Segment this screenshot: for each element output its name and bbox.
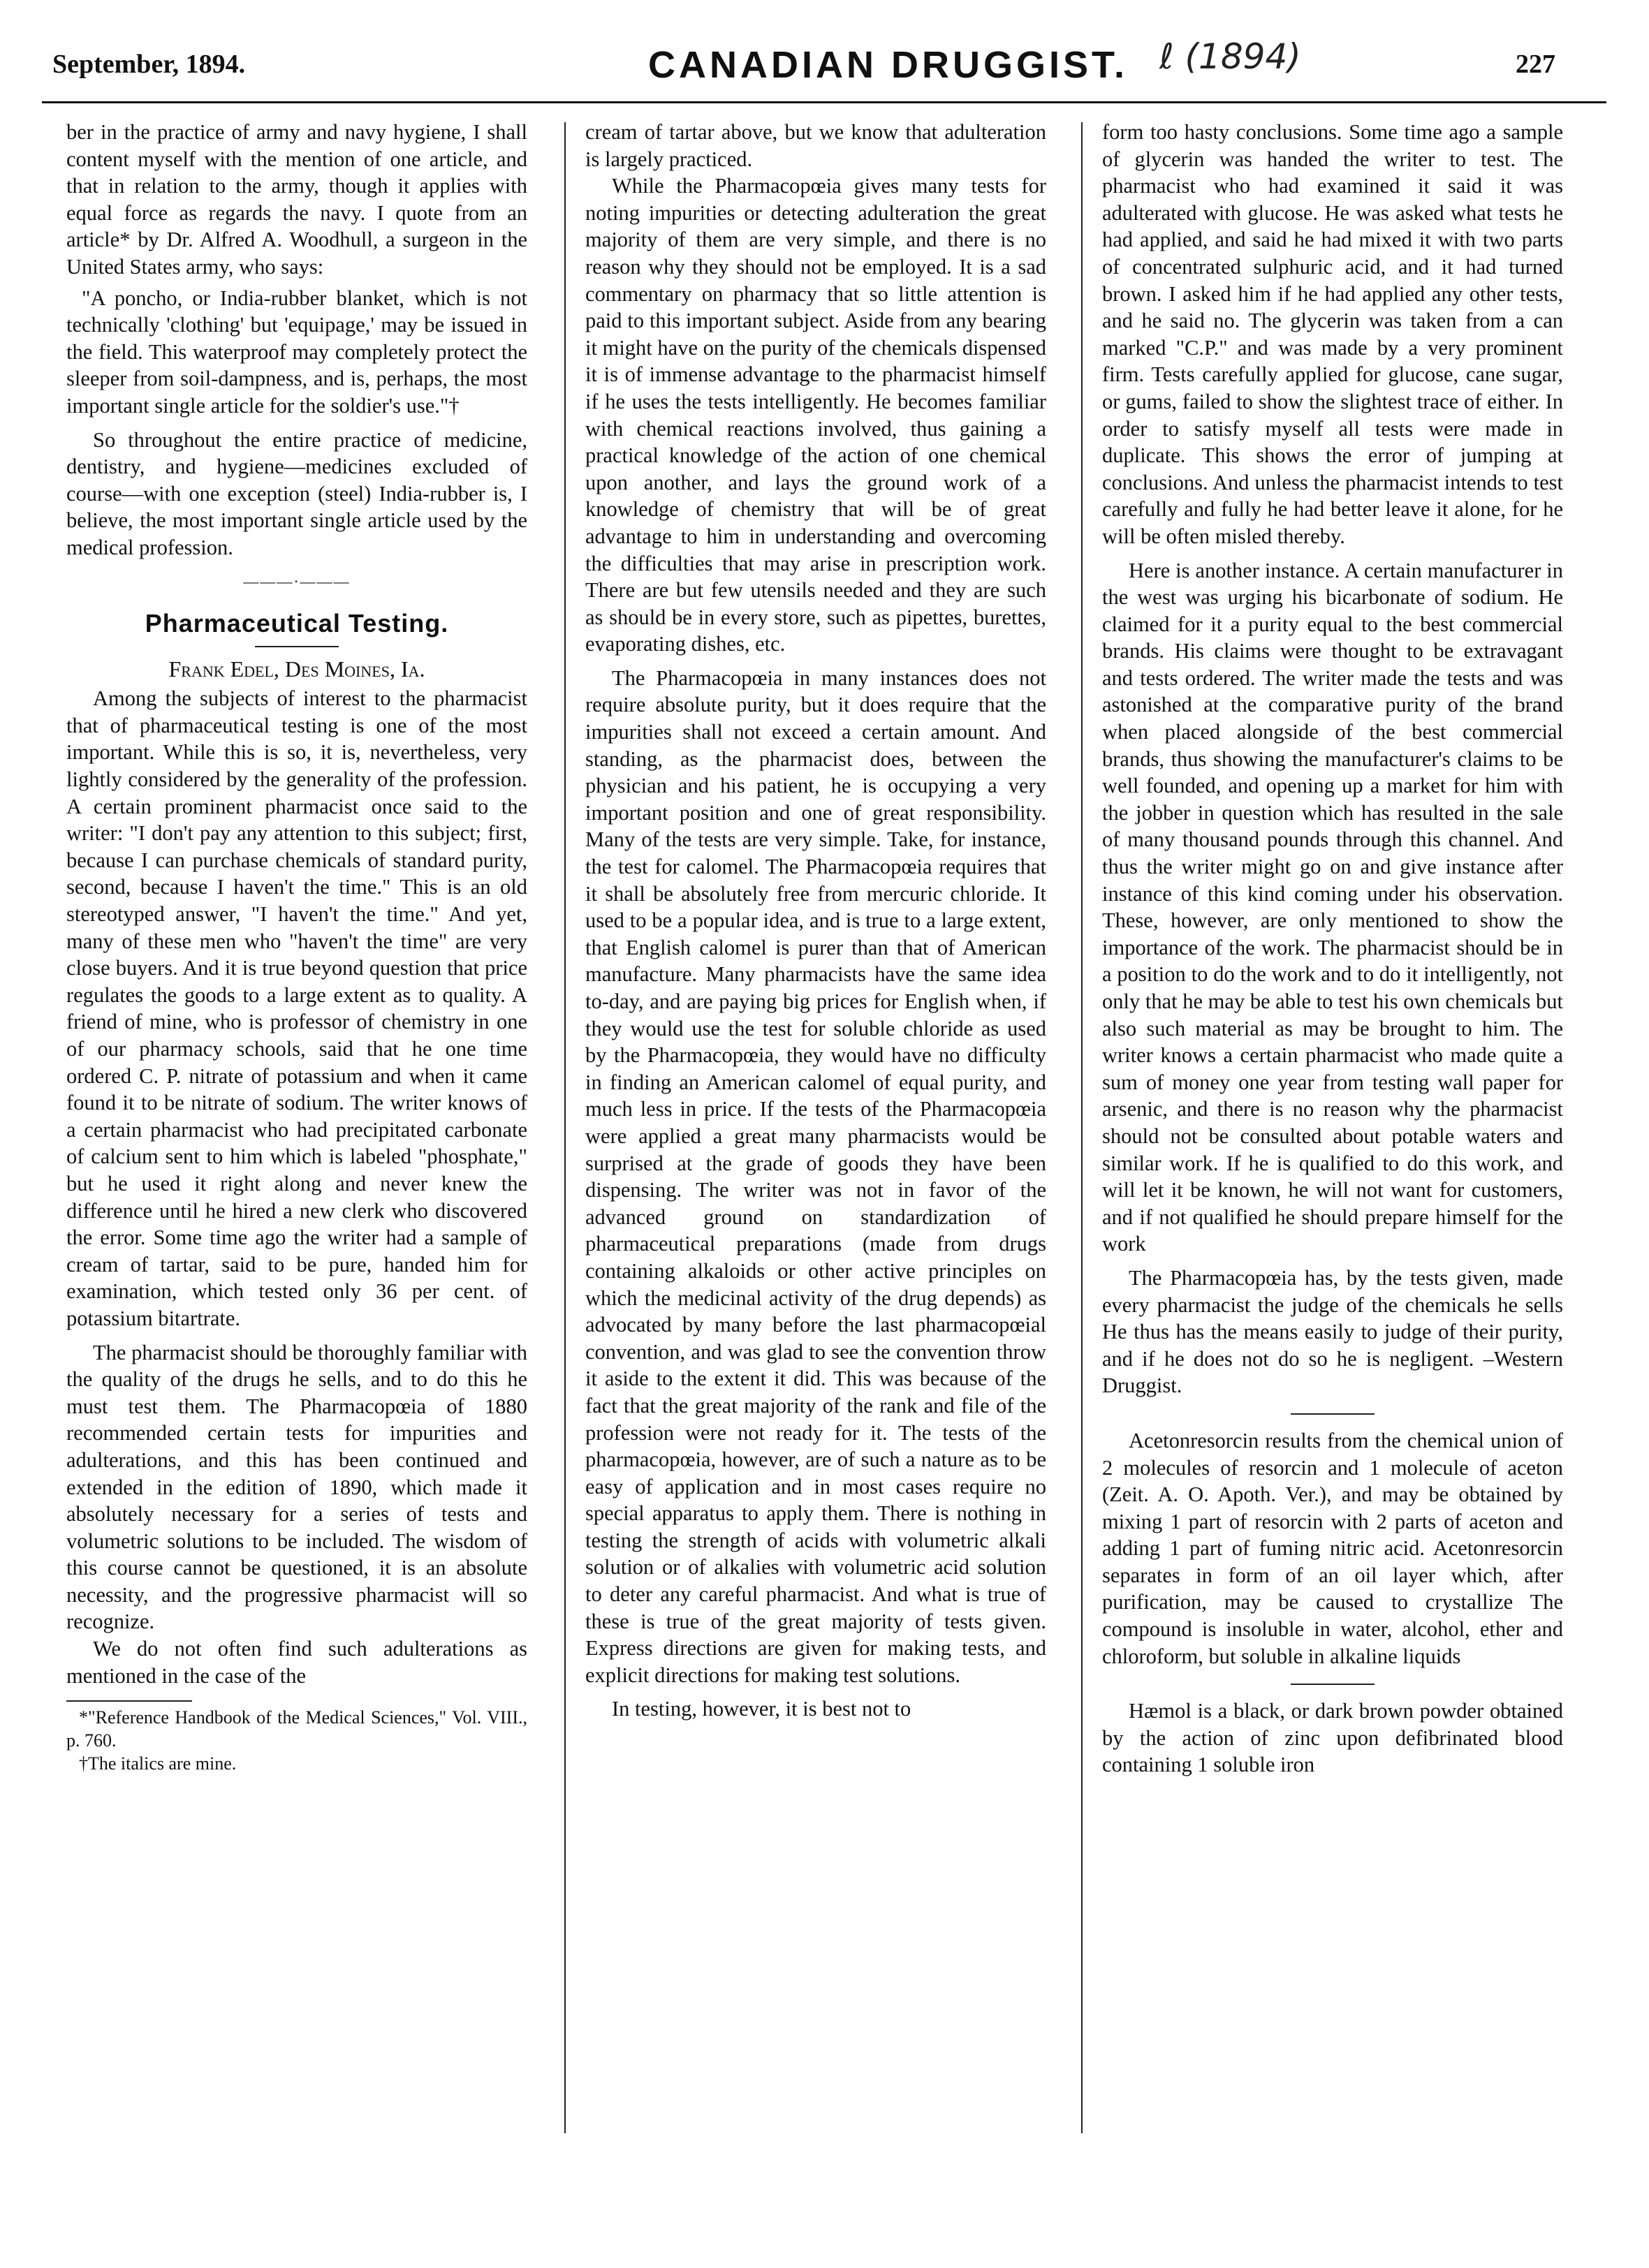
header-rule [42, 101, 1606, 103]
ornamental-divider: ———·——— [243, 572, 351, 590]
paragraph: So throughout the entire practice of medicine, dentistry, and hygiene—medicines excluded of course—with one exception (steel) India-rubber is, I believe, the most important single article used by the medical profession. [66, 427, 527, 559]
paragraph: The Pharmacopœia has, by the tests given, made every pharmacist the judge of the chemicals he sells He thus has the means easily to judge of their purity, and if he does not do so he is negligent. –Western Druggist. [1102, 1265, 1563, 1398]
footnote: †The italics are mine. [79, 1753, 237, 1774]
section-rule [1291, 1413, 1375, 1415]
paragraph: While the Pharmacopœia gives many tests for noting impurities or detecting adulteration the great majority of them are very simple, and there is no reason why they should not be employed. It is a sad commentary on pharmacy that so little attention is paid to this important subject. Aside from any bearing it might have on the purity of the chemicals dispensed it is of immense advantage to the pharmacist himself if he uses the tests intelligently. He becomes familiar with chemical reactions involved, thus gaining a practical knowledge of the action of one chemical upon another, and lays the ground work of a knowledge of chemistry that will be of great advantage to him in understanding and overcoming the difficulties that may arise in prescription work. There are but few utensils needed and they are such as should be in every store, such as pipettes, burettes, evaporating dishes, etc. [585, 174, 1046, 656]
paragraph: ber in the practice of army and navy hygiene, I shall content myself with the mention of one article, and that in relation to the army, though it applies with equal force as regards the navy. I quote from an article* by Dr. Alfred A. Woodhull, a surgeon in the United States army, who says: [66, 120, 527, 279]
paragraph: In testing, however, it is best not to [612, 1697, 911, 1721]
column-1 [66, 119, 527, 1775]
column-2 [585, 119, 1046, 1723]
footnote: *"Reference Handbook of the Medical Sciences," Vol. VIII., p. 760. [66, 1707, 527, 1751]
article-heading: Pharmaceutical Testing. [145, 609, 449, 638]
paragraph: The pharmacist should be thoroughly familiar with the quality of the drugs he sells, and to do this he must test them. The Pharmacopœia of 1880 recommended certain tests for impurities and adulterations, and this has been continued and extended in the edition of 1890, which made it absolutely necessary for a series of tests and volumetric solutions to be included. The wisdom of this course cannot be questioned, it is an absolute necessity, and the progressive pharmacist will so recognize. [66, 1340, 527, 1634]
column-divider [564, 122, 566, 2133]
paragraph: The Pharmacopœia in many instances does not require absolute purity, but it does require that the impurities shall not exceed a certain amount. And standing, as the pharmacist does, between the physician and his patient, he is occupying a very important position and one of great responsibility. Many of the tests are very simple. Take, for instance, the test for calomel. The Pharmacopœia requires that it shall be absolutely free from mercuric chloride. It used to be a popular idea, and is true to a large extent, that English calomel is purer than that of American manufacture. Many pharmacists have the same idea to-day, and are paying big prices for English when, if they would use the test for soluble chloride as used by the Pharmacopœia, they would have no difficulty in finding an American calomel of equal purity, and much less in price. If the tests of the Pharmacopœia were applied a great many pharmacists would be surprised at the grade of goods they have been dispensing. The writer was not in favor of the advanced ground on standardization of pharmaceutical preparations (made from drugs containing alkaloids or other active principles on which the medicinal activity of the drug depends) as advocated by many before the last pharmacopœial convention, and was glad to see the convention throw it aside to the extent it did. This was because of the fact that the great majority of the rank and file of the profession were not ready for it. The tests of the pharmacopœia, however, are of such a nature as to be easy of application and in most cases require no special apparatus to apply them. There is nothing in testing the strength of acids with volumetric alkali solution or of alkalies with volumetric acid solution to deter any careful pharmacist. And what is true of these is true of the great majority of tests given. Express directions are given for making tests, and explicit directions for making test solutions. [585, 665, 1046, 1687]
page-number: 227 [1516, 50, 1555, 79]
section-rule [1291, 1684, 1375, 1685]
issue-date: September, 1894. [52, 50, 246, 79]
page-header [42, 36, 1592, 92]
paragraph: We do not often find such adulterations as mentioned in the case of the [66, 1637, 527, 1688]
paragraph: Hæmol is a black, or dark brown powder obtained by the action of zinc upon defibrinated blood containing 1 soluble iron [1102, 1699, 1563, 1777]
block-quote: "A poncho, or India-rubber blanket, which is not technically 'clothing' but 'equipage,' may be issued in the field. This waterproof may completely protect the sleeper from soil-dampness, and is, perhaps, the most important single article for the soldier's use."† [66, 286, 527, 418]
footnote-rule [66, 1700, 192, 1702]
heading-rule [255, 646, 339, 647]
paragraph: Here is another instance. A certain manufacturer in the west was urging his bicarbonate of sodium. He claimed for it a purity equal to the best commercial brands. His claims were thought to be extravagant and tests ordered. The writer made the tests and was astonished at the comparative purity of the brand when placed alongside of the best commercial brands, thus showing the manufacturer's claims to be well founded, and opening up a market for him with the jobber in question which has resulted in the sale of many thousand pounds through this channel. And thus the writer might go on and give instance after instance of this kind coming under his observation. These, however, are only mentioned to show the importance of the work. The pharmacist should be in a position to do the work and to do it intelligently, not only that he may be able to test his own chemicals but also such material as may be brought to him. The writer knows a certain pharmacist who made quite a sum of money one year from testing wall paper for arsenic, and there is no reason why the pharmacist should not be consulted about potable waters and similar work. If he is qualified to do this work, and will let it be known, he will not want for customers, and if not qualified he should prepare himself for the work [1102, 558, 1563, 1256]
column-3 [1102, 119, 1563, 1779]
paragraph: form too hasty conclusions. Some time ago a sample of glycerin was handed the writer to test. The pharmacist who had examined it said it was adulterated with glucose. He was asked what tests he had applied, and said he had mixed it with two parts of concentrated sulphuric acid, and it had turned brown. I asked him if he had applied any other tests, and he said no. The glycerin was taken from a can marked "C.P." and was made by a very prominent firm. Tests carefully applied for glucose, cane sugar, or gums, failed to show the slightest trace of either. In order to satisfy myself all tests were made in duplicate. This shows the error of jumping at conclusions. And unless the pharmacist intends to test carefully and fully he had better leave it alone, for he will be often misled thereby. [1102, 120, 1563, 548]
paragraph: cream of tartar above, but we know that adulteration is largely practiced. [585, 120, 1046, 171]
masthead-title: CANADIAN DRUGGIST. [648, 44, 1129, 86]
article-byline: Frank Edel, Des Moines, Ia. [168, 656, 425, 682]
column-divider [1081, 122, 1083, 2133]
paragraph: Among the subjects of interest to the pharmacist that of pharmaceutical testing is one of the most important. While this is so, it is, nevertheless, very lightly considered by the generality of the profession. A certain prominent pharmacist once said to the writer: "I don't pay any attention to this subject; first, because I can purchase chemicals of standard purity, second, because I haven't the time." This is an old stereotyped answer, "I haven't the time." And yet, many of these men who "haven't the time" are very close buyers. And it is true beyond question that price regulates the goods to a large extent as to quality. A friend of mine, who is professor of chemistry in one of our pharmacy schools, said that he one time ordered C. P. nitrate of potassium and when it came found it to be nitrate of sodium. The writer knows of a certain pharmacist who had precipitated carbonate of calcium sent to him which is labeled "phosphate," but he used it right along and never knew the difference until he hired a new clerk who discovered the error. Some time ago the writer had a sample of cream of tartar, said to be pure, handed him for examination, which tested only 36 per cent. of potassium bitartrate. [66, 686, 527, 1330]
paragraph: Acetonresorcin results from the chemical union of 2 molecules of resorcin and 1 molecule of aceton (Zeit. A. O. Apoth. Ver.), and may be obtained by mixing 1 part of resorcin with 2 parts of aceton and adding 1 part of fuming nitric acid. Acetonresorcin separates in form of an oil layer which, after purification, may be caused to crystallize The compound is insoluble in water, alcohol, ether and chloroform, but soluble in alkaline liquids [1102, 1428, 1563, 1668]
handwritten-annotation: ℓ (1894) [1159, 36, 1301, 77]
